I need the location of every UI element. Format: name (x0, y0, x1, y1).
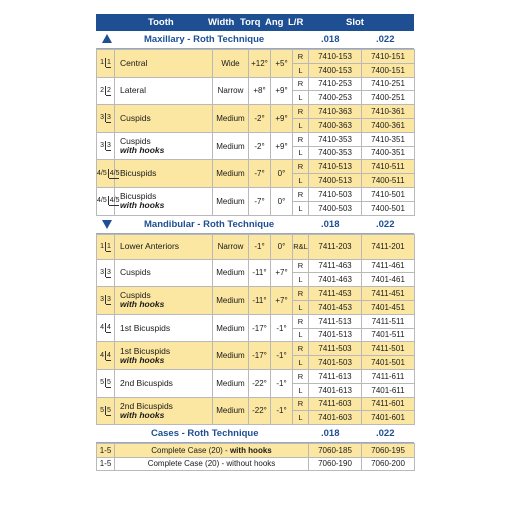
tooth-number-left: 4/5 (97, 169, 107, 177)
table-row (97, 50, 415, 64)
ang-value: 0° (271, 187, 293, 215)
slot-022-value: 7410-501 (362, 187, 415, 201)
slot-018-value: 7411-613 (309, 369, 362, 383)
slot-018: .018 (321, 428, 340, 440)
torq-value: -11° (249, 259, 271, 287)
slot-022-value: 7410-251 (362, 77, 415, 91)
width-value: Medium (213, 314, 249, 342)
width-value: Medium (213, 132, 249, 160)
side-label: L (293, 273, 309, 287)
slot-022-value: 7411-601 (362, 397, 415, 411)
tooth-number-left: 5 (100, 406, 104, 414)
tooth-number-left: 3 (100, 114, 104, 122)
tooth-number-box (100, 351, 111, 361)
slot-018-value: 7401-453 (309, 300, 362, 314)
tooth-name-text: Cuspids (120, 136, 151, 147)
tooth-name-text: Central (120, 57, 148, 68)
tooth-number-right: 4/5 (109, 197, 120, 205)
case-range: 1-5 (97, 444, 115, 458)
tooth-number-right: 5 (107, 406, 111, 414)
section-title: Maxillary - Roth Technique (144, 34, 265, 45)
slot-022-value: 7060-195 (362, 444, 415, 458)
tooth-name-text: Bicuspids (120, 168, 157, 179)
tooth-number-box (100, 86, 111, 96)
table-row (97, 259, 415, 273)
slot-018-value: 7410-363 (309, 105, 362, 119)
case-description (115, 457, 309, 471)
tooth-number-left: 3 (100, 268, 104, 276)
ang-value: -1° (271, 342, 293, 370)
tooth-number (97, 314, 115, 342)
tooth-number-right: 5 (107, 379, 111, 387)
tooth-number (97, 397, 115, 425)
torq-value: -7° (249, 160, 271, 188)
side-label: R (293, 77, 309, 91)
width-value: Medium (213, 342, 249, 370)
tooth-number-right: 4 (107, 351, 111, 359)
tooth-number (97, 369, 115, 397)
col-lr: L/R (288, 17, 304, 28)
width-value: Medium (213, 160, 249, 188)
ang-value: 0° (271, 234, 293, 259)
slot-018-value: 7401-613 (309, 383, 362, 397)
table-row (97, 77, 415, 91)
side-label: L (293, 91, 309, 105)
slot-018-value: 7410-153 (309, 50, 362, 64)
column-header (96, 14, 414, 31)
torq-value: -11° (249, 287, 271, 315)
tooth-name-text: 1st Bicuspids (120, 322, 171, 333)
tooth-name (115, 287, 213, 315)
slot-022-value: 7400-501 (362, 201, 415, 215)
col-torq: Torq (240, 17, 261, 28)
slot-022-value: 7401-461 (362, 273, 415, 287)
slot-018-value: 7410-253 (309, 77, 362, 91)
slot-022-value: 7410-351 (362, 132, 415, 146)
hooks-label: with hooks (120, 200, 165, 211)
tooth-name (115, 77, 213, 105)
section-maxillary (96, 31, 414, 49)
slot-018: .018 (321, 218, 340, 230)
section-mandibular (96, 216, 414, 234)
tooth-name-text: Bicuspids (120, 191, 157, 202)
ang-value: +5° (271, 50, 293, 78)
section-cases (96, 425, 414, 443)
tooth-number-left: 4 (100, 351, 104, 359)
tooth-name (115, 369, 213, 397)
side-label: L (293, 411, 309, 425)
tooth-name (115, 397, 213, 425)
tooth-number-left: 5 (100, 379, 104, 387)
tooth-name-text: Lateral (120, 85, 146, 96)
tooth-number-left: 4/5 (97, 197, 107, 205)
torq-value: -17° (249, 314, 271, 342)
slot-018-value: 7401-503 (309, 356, 362, 370)
table-row (97, 105, 415, 119)
table-row (97, 234, 415, 259)
torq-value: -17° (249, 342, 271, 370)
table-row (97, 397, 415, 411)
tooth-number-left: 1 (100, 242, 104, 250)
table-row (97, 287, 415, 301)
ang-value: +7° (271, 287, 293, 315)
tooth-number-left: 1 (100, 59, 104, 67)
torq-value: -22° (249, 369, 271, 397)
width-value: Medium (213, 287, 249, 315)
ang-value: -1° (271, 369, 293, 397)
table-row (97, 314, 415, 328)
side-label: R (293, 369, 309, 383)
side-label: R&L (293, 234, 309, 259)
side-label: R (293, 160, 309, 174)
slot-022-value: 7401-451 (362, 300, 415, 314)
slot-022-value: 7060-200 (362, 457, 415, 471)
tooth-name-text: 2nd Bicuspids (120, 377, 173, 388)
tooth-name (115, 187, 213, 215)
case-description-text: Complete Case (20) - (151, 445, 230, 455)
tooth-name (115, 105, 213, 133)
case-description (115, 444, 309, 458)
table-row (97, 132, 415, 146)
tooth-number-box (100, 295, 111, 305)
slot-022-value: 7411-511 (362, 314, 415, 328)
tooth-name-text: Cuspids (120, 267, 151, 278)
col-tooth: Tooth (148, 17, 174, 28)
tooth-name (115, 234, 213, 259)
case-hooks-label: with hooks (229, 445, 272, 455)
ang-value: +9° (271, 132, 293, 160)
tooth-number-left: 3 (100, 142, 104, 150)
col-ang: Ang (265, 17, 284, 28)
table-row (97, 457, 415, 471)
side-label: R (293, 287, 309, 301)
tooth-number-right: 1 (107, 59, 111, 67)
slot-018: .018 (321, 34, 340, 45)
tooth-number (97, 187, 120, 215)
side-label: L (293, 300, 309, 314)
slot-022-value: 7400-151 (362, 63, 415, 77)
tooth-number-box (100, 406, 111, 416)
slot-018-value: 7411-463 (309, 259, 362, 273)
slot-022-value: 7411-611 (362, 369, 415, 383)
slot-018-value: 7400-353 (309, 146, 362, 160)
tooth-number-right: 4 (107, 324, 111, 332)
side-label: L (293, 328, 309, 342)
tooth-number-box (100, 58, 111, 68)
side-label: L (293, 383, 309, 397)
slot-018-value: 7401-603 (309, 411, 362, 425)
tooth-name-text: Cuspids (120, 290, 151, 301)
side-label: L (293, 174, 309, 188)
width-value: Medium (213, 105, 249, 133)
tooth-number (97, 50, 115, 78)
slot-022: .022 (376, 218, 395, 230)
slot-018-value: 7411-513 (309, 314, 362, 328)
tooth-number (97, 259, 115, 287)
tooth-name-text: Cuspids (120, 112, 151, 123)
tooth-name-text: 1st Bicuspids (120, 345, 171, 356)
side-label: R (293, 342, 309, 356)
tooth-number (97, 234, 115, 259)
tooth-number (97, 160, 120, 188)
side-label: R (293, 105, 309, 119)
table-row (97, 444, 415, 458)
tooth-name (115, 132, 213, 160)
width-value: Medium (213, 369, 249, 397)
slot-022-value: 7411-451 (362, 287, 415, 301)
slot-018-value: 7400-513 (309, 174, 362, 188)
tooth-name (115, 160, 213, 188)
slot-022-value: 7400-251 (362, 91, 415, 105)
tooth-number-box (100, 242, 111, 252)
slot-018-value: 7400-503 (309, 201, 362, 215)
tooth-number (97, 287, 115, 315)
slot-022-value: 7401-511 (362, 328, 415, 342)
side-label: R (293, 259, 309, 273)
side-label: R (293, 50, 309, 64)
tooth-number-left: 3 (100, 296, 104, 304)
slot-018-value: 7410-513 (309, 160, 362, 174)
tooth-name-text: 2nd Bicuspids (120, 400, 173, 411)
slot-022-value: 7410-511 (362, 160, 415, 174)
table-row (97, 187, 415, 201)
side-label: L (293, 201, 309, 215)
torq-value: -22° (249, 397, 271, 425)
bracket-chart (96, 14, 414, 471)
tooth-number-box (100, 141, 111, 151)
section-title: Mandibular - Roth Technique (144, 218, 275, 230)
tooth-number-box (100, 113, 111, 123)
tooth-number-left: 2 (100, 86, 104, 94)
slot-018-value: 7411-203 (309, 234, 362, 259)
case-range: 1-5 (97, 457, 115, 471)
slot-022-value: 7400-361 (362, 118, 415, 132)
tooth-number-right: 2 (107, 86, 111, 94)
torq-value: -2° (249, 132, 271, 160)
width-value: Medium (213, 259, 249, 287)
hooks-label: with hooks (120, 354, 165, 365)
tooth-number (97, 105, 115, 133)
slot-018-value: 7411-603 (309, 397, 362, 411)
slot-022-value: 7400-511 (362, 174, 415, 188)
side-label: R (293, 397, 309, 411)
tooth-name (115, 259, 213, 287)
width-value: Medium (213, 187, 249, 215)
ang-value: -1° (271, 397, 293, 425)
tooth-name (115, 342, 213, 370)
cases-table (96, 443, 415, 471)
slot-018-value: 7410-353 (309, 132, 362, 146)
hooks-label: with hooks (120, 409, 165, 420)
slot-022-value: 7401-501 (362, 356, 415, 370)
maxillary-table (96, 49, 415, 216)
width-value: Narrow (213, 77, 249, 105)
width-value: Medium (213, 397, 249, 425)
tooth-number-right: 3 (107, 296, 111, 304)
tooth-number-box (100, 268, 111, 278)
tooth-number-right: 1 (107, 242, 111, 250)
slot-022-value: 7411-461 (362, 259, 415, 273)
slot-022-value: 7401-611 (362, 383, 415, 397)
slot-018-value: 7401-513 (309, 328, 362, 342)
tooth-number-right: 3 (107, 142, 111, 150)
tooth-number-right: 3 (107, 114, 111, 122)
side-label: L (293, 146, 309, 160)
slot-018-value: 7410-503 (309, 187, 362, 201)
slot-022: .022 (376, 34, 395, 45)
col-width: Width (208, 17, 235, 28)
mandibular-table (96, 234, 415, 426)
section-title: Cases - Roth Technique (151, 428, 259, 440)
side-label: R (293, 314, 309, 328)
width-value: Narrow (213, 234, 249, 259)
slot-018-value: 7400-153 (309, 63, 362, 77)
slot-022-value: 7410-151 (362, 50, 415, 64)
side-label: L (293, 63, 309, 77)
table-row (97, 160, 415, 174)
table-row (97, 342, 415, 356)
slot-022-value: 7411-501 (362, 342, 415, 356)
side-label: L (293, 356, 309, 370)
tooth-number-box (100, 378, 111, 388)
hooks-label: with hooks (120, 145, 165, 156)
torq-value: -2° (249, 105, 271, 133)
ang-value: 0° (271, 160, 293, 188)
width-value: Wide (213, 50, 249, 78)
tooth-number (97, 132, 115, 160)
slot-018-value: 7401-463 (309, 273, 362, 287)
slot-022-value: 7401-601 (362, 411, 415, 425)
slot-018-value: 7400-363 (309, 118, 362, 132)
tooth-name-text: Lower Anteriors (120, 241, 180, 252)
slot-018-value: 7411-453 (309, 287, 362, 301)
slot-018-value: 7060-190 (309, 457, 362, 471)
side-label: R (293, 132, 309, 146)
side-label: R (293, 187, 309, 201)
slot-018-value: 7060-185 (309, 444, 362, 458)
torq-value: +12° (249, 50, 271, 78)
case-description-text: Complete Case (20) - without hooks (147, 459, 276, 469)
tooth-number (97, 342, 115, 370)
col-slot: Slot (346, 17, 364, 28)
tooth-number-right: 4/5 (109, 169, 120, 177)
triangle-up-icon (102, 34, 112, 43)
tooth-number-box (97, 169, 119, 179)
slot-022-value: 7411-201 (362, 234, 415, 259)
tooth-number-box (100, 323, 111, 333)
table-row (97, 369, 415, 383)
hooks-label: with hooks (120, 299, 165, 310)
tooth-number-left: 4 (100, 324, 104, 332)
torq-value: -1° (249, 234, 271, 259)
tooth-number-box (97, 196, 119, 206)
tooth-name (115, 314, 213, 342)
ang-value: +9° (271, 105, 293, 133)
tooth-number-right: 3 (107, 268, 111, 276)
slot-018-value: 7411-503 (309, 342, 362, 356)
triangle-down-icon (102, 220, 112, 229)
slot-022-value: 7410-361 (362, 105, 415, 119)
slot-022: .022 (376, 428, 395, 440)
ang-value: +9° (271, 77, 293, 105)
side-label: L (293, 118, 309, 132)
ang-value: +7° (271, 259, 293, 287)
tooth-name (115, 50, 213, 78)
slot-018-value: 7400-253 (309, 91, 362, 105)
torq-value: -7° (249, 187, 271, 215)
torq-value: +8° (249, 77, 271, 105)
tooth-number (97, 77, 115, 105)
slot-022-value: 7400-351 (362, 146, 415, 160)
ang-value: -1° (271, 314, 293, 342)
